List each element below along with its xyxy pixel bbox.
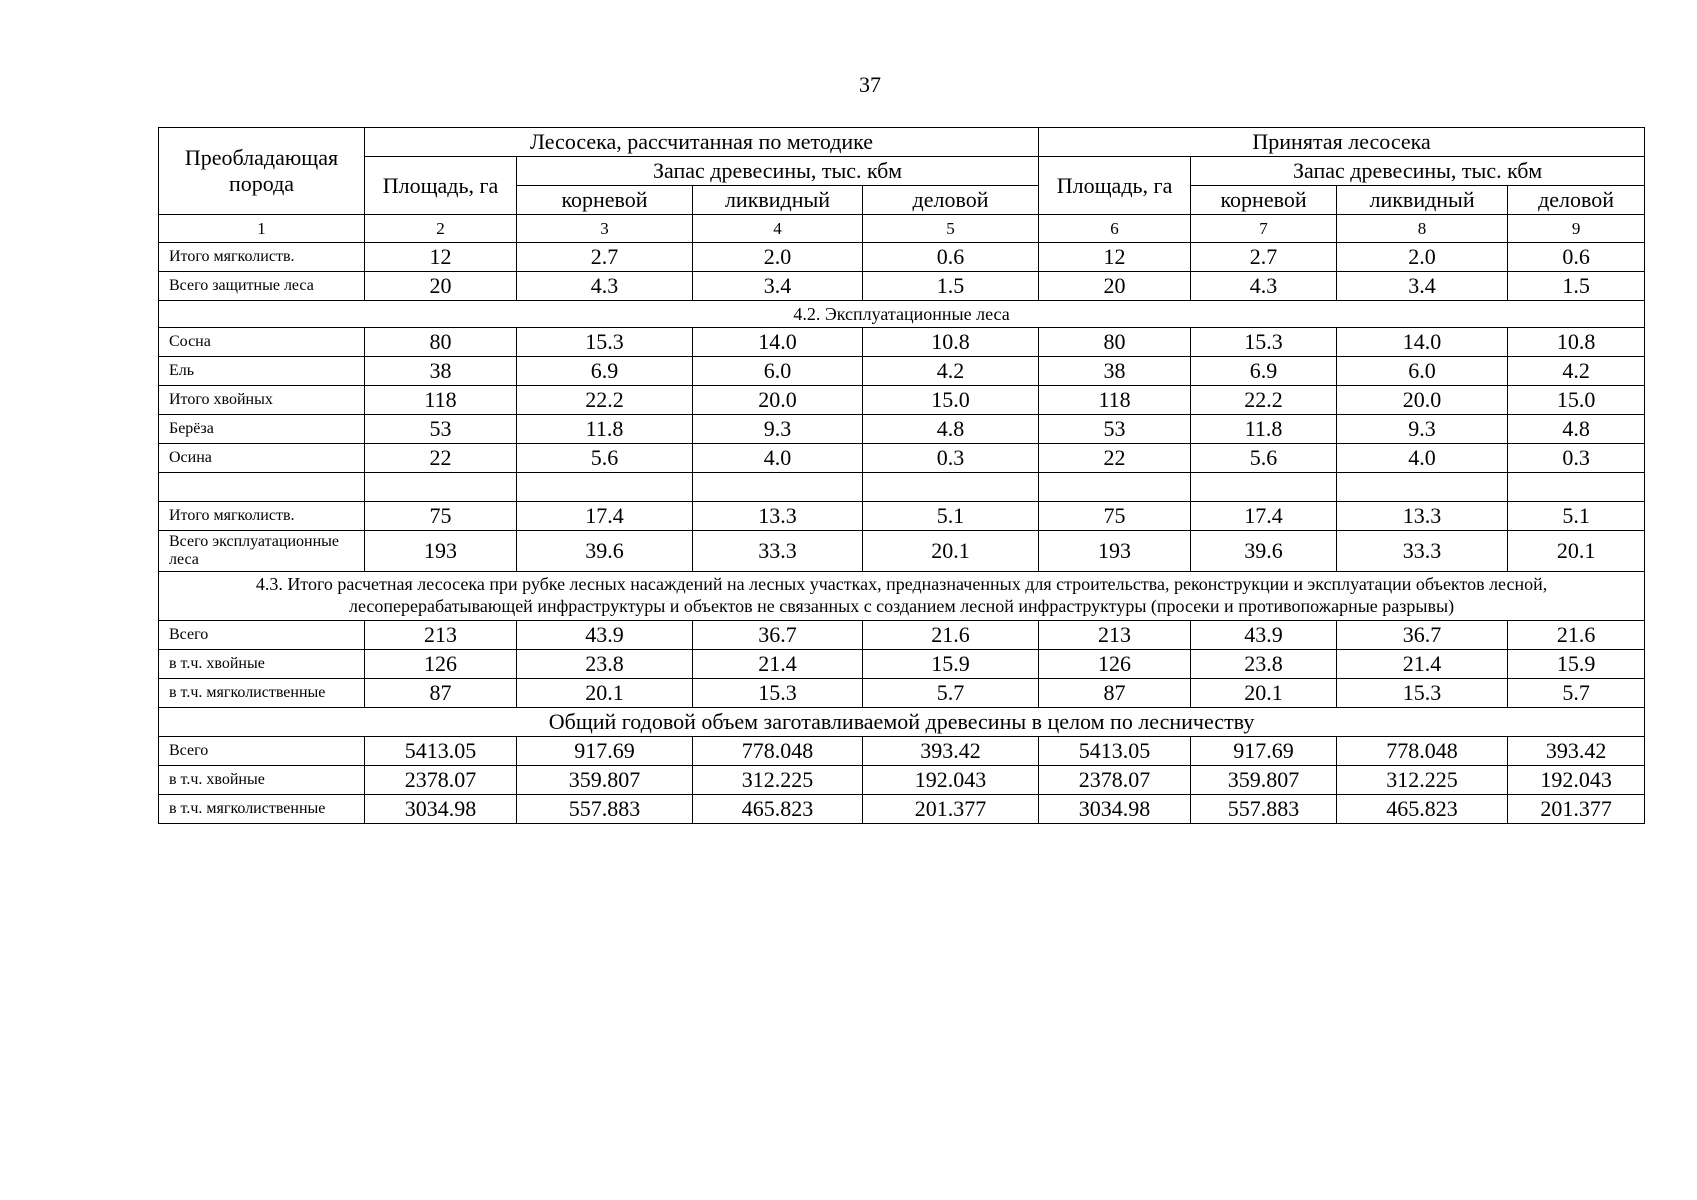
table-cell: 11.8 — [517, 415, 693, 444]
table-cell: 126 — [1039, 650, 1191, 679]
table-cell: 193 — [365, 531, 517, 572]
column-number: 5 — [863, 215, 1039, 243]
table-cell: 21.6 — [1508, 621, 1645, 650]
table-cell: 33.3 — [693, 531, 863, 572]
row-label: в т.ч. хвойные — [159, 766, 365, 795]
header-accepted-business: деловой — [1508, 186, 1645, 215]
table-cell: 23.8 — [517, 650, 693, 679]
table-cell: 778.048 — [1337, 737, 1508, 766]
column-number-row — [159, 215, 1645, 243]
table-row — [159, 795, 1645, 824]
table-cell: 33.3 — [1337, 531, 1508, 572]
section-row — [159, 301, 1645, 328]
table-cell: 15.9 — [863, 650, 1039, 679]
empty-cell — [1508, 473, 1645, 502]
table-cell: 3.4 — [1337, 272, 1508, 301]
table-cell: 13.3 — [693, 502, 863, 531]
table-cell: 465.823 — [1337, 795, 1508, 824]
table-cell: 6.0 — [1337, 357, 1508, 386]
header-accepted-group: Принятая лесосека — [1039, 128, 1645, 157]
table-cell: 4.8 — [863, 415, 1039, 444]
table-cell: 5.6 — [517, 444, 693, 473]
table-cell: 359.807 — [517, 766, 693, 795]
table-cell: 20.1 — [863, 531, 1039, 572]
table-cell: 3034.98 — [1039, 795, 1191, 824]
table-cell: 20.0 — [1337, 386, 1508, 415]
table-cell: 36.7 — [693, 621, 863, 650]
table-cell: 23.8 — [1191, 650, 1337, 679]
table-cell: 43.9 — [1191, 621, 1337, 650]
table-cell: 17.4 — [517, 502, 693, 531]
table-cell: 118 — [365, 386, 517, 415]
header-calc-business: деловой — [863, 186, 1039, 215]
table-cell: 39.6 — [1191, 531, 1337, 572]
header-accepted-root: корневой — [1191, 186, 1337, 215]
header-calc-liquid: ликвидный — [693, 186, 863, 215]
table-cell: 2.0 — [693, 243, 863, 272]
table-row — [159, 357, 1645, 386]
table-cell: 312.225 — [1337, 766, 1508, 795]
header-accepted-liquid: ликвидный — [1337, 186, 1508, 215]
table-cell: 22.2 — [1191, 386, 1337, 415]
table-cell: 393.42 — [863, 737, 1039, 766]
section-title-infrastructure: 4.3. Итого расчетная лесосека при рубке лесных насаждений на лесных участках, предназначенных для строительства, реконструкции и эксплуатации объектов лесной, лесоперерабатывающей инфраструктуры и объектов не связанных с созданием лесной инфраструктуры (просеки и противопожарные разрывы) — [159, 572, 1645, 621]
table-cell: 39.6 — [517, 531, 693, 572]
row-label: Итого мягколиств. — [159, 502, 365, 531]
table-cell: 2378.07 — [1039, 766, 1191, 795]
table-cell: 2.0 — [1337, 243, 1508, 272]
row-label: Всего эксплуатационные леса — [159, 531, 365, 572]
column-number: 8 — [1337, 215, 1508, 243]
table-cell: 20 — [1039, 272, 1191, 301]
empty-cell — [1191, 473, 1337, 502]
table-cell: 9.3 — [693, 415, 863, 444]
table-cell: 0.6 — [863, 243, 1039, 272]
table-cell: 15.3 — [1191, 328, 1337, 357]
section-title-operational-forests: 4.2. Эксплуатационные леса — [159, 301, 1645, 328]
table-cell: 0.3 — [863, 444, 1039, 473]
row-label: Ель — [159, 357, 365, 386]
table-cell: 4.0 — [1337, 444, 1508, 473]
header-calc-area: Площадь, га — [365, 157, 517, 215]
row-label: Итого мягколиств. — [159, 243, 365, 272]
table-row — [159, 328, 1645, 357]
table-row — [159, 444, 1645, 473]
empty-cell — [863, 473, 1039, 502]
row-label: в т.ч. мягколиственные — [159, 795, 365, 824]
table-cell: 15.3 — [517, 328, 693, 357]
table-cell: 359.807 — [1191, 766, 1337, 795]
row-label: Всего защитные леса — [159, 272, 365, 301]
table-cell: 38 — [1039, 357, 1191, 386]
table-cell: 312.225 — [693, 766, 863, 795]
table-cell: 1.5 — [1508, 272, 1645, 301]
table-cell: 0.3 — [1508, 444, 1645, 473]
header-accepted-area: Площадь, га — [1039, 157, 1191, 215]
table-cell: 6.0 — [693, 357, 863, 386]
table-cell: 5.1 — [863, 502, 1039, 531]
page-number: 37 — [859, 72, 881, 97]
table-cell: 213 — [1039, 621, 1191, 650]
table-cell: 6.9 — [517, 357, 693, 386]
table-cell: 20.0 — [693, 386, 863, 415]
header-row-1 — [159, 128, 1645, 157]
table-cell: 53 — [1039, 415, 1191, 444]
row-label: в т.ч. мягколиственные — [159, 679, 365, 708]
section-row — [159, 572, 1645, 621]
table-cell: 192.043 — [863, 766, 1039, 795]
table-cell: 5.7 — [1508, 679, 1645, 708]
table-cell: 10.8 — [863, 328, 1039, 357]
table-row — [159, 679, 1645, 708]
table-cell: 118 — [1039, 386, 1191, 415]
table-cell: 201.377 — [863, 795, 1039, 824]
table-cell: 201.377 — [1508, 795, 1645, 824]
table-cell: 5.6 — [1191, 444, 1337, 473]
header-species: Преобладающая порода — [159, 128, 365, 215]
table-cell: 22 — [1039, 444, 1191, 473]
table-row — [159, 415, 1645, 444]
table-cell: 5413.05 — [1039, 737, 1191, 766]
table-cell: 465.823 — [693, 795, 863, 824]
table-cell: 3.4 — [693, 272, 863, 301]
table-cell: 80 — [1039, 328, 1191, 357]
table-cell: 1.5 — [863, 272, 1039, 301]
table-cell: 38 — [365, 357, 517, 386]
row-label: Сосна — [159, 328, 365, 357]
table-cell: 20 — [365, 272, 517, 301]
table-cell: 4.8 — [1508, 415, 1645, 444]
table-cell: 393.42 — [1508, 737, 1645, 766]
table-cell: 557.883 — [1191, 795, 1337, 824]
table-cell: 2378.07 — [365, 766, 517, 795]
empty-cell — [365, 473, 517, 502]
header-calc-root: корневой — [517, 186, 693, 215]
table-cell: 15.0 — [863, 386, 1039, 415]
table-cell: 11.8 — [1191, 415, 1337, 444]
column-number: 2 — [365, 215, 517, 243]
table-cell: 5413.05 — [365, 737, 517, 766]
table-cell: 13.3 — [1337, 502, 1508, 531]
table-row — [159, 766, 1645, 795]
table-cell: 4.3 — [1191, 272, 1337, 301]
section-title-total-volume: Общий годовой объем заготавливаемой древесины в целом по лесничеству — [159, 708, 1645, 737]
section-row — [159, 708, 1645, 737]
table-cell: 14.0 — [693, 328, 863, 357]
column-number: 4 — [693, 215, 863, 243]
table-cell: 15.9 — [1508, 650, 1645, 679]
row-label: Берёза — [159, 415, 365, 444]
table-row — [159, 386, 1645, 415]
header-row-2 — [159, 157, 1645, 186]
table-cell: 20.1 — [1508, 531, 1645, 572]
table-cell: 15.3 — [693, 679, 863, 708]
table-cell: 22 — [365, 444, 517, 473]
table-cell: 22.2 — [517, 386, 693, 415]
table-row — [159, 531, 1645, 572]
table-cell: 36.7 — [1337, 621, 1508, 650]
table-cell: 75 — [365, 502, 517, 531]
empty-cell — [1039, 473, 1191, 502]
table-cell: 10.8 — [1508, 328, 1645, 357]
table-cell: 4.3 — [517, 272, 693, 301]
row-label: Итого хвойных — [159, 386, 365, 415]
table-cell: 17.4 — [1191, 502, 1337, 531]
column-number: 9 — [1508, 215, 1645, 243]
table-cell: 3034.98 — [365, 795, 517, 824]
table-cell: 15.3 — [1337, 679, 1508, 708]
table-row — [159, 243, 1645, 272]
empty-cell — [159, 473, 365, 502]
column-number: 6 — [1039, 215, 1191, 243]
table-cell: 21.4 — [1337, 650, 1508, 679]
table-cell: 5.7 — [863, 679, 1039, 708]
column-number: 1 — [159, 215, 365, 243]
table-cell: 126 — [365, 650, 517, 679]
harvest-area-table — [158, 127, 1645, 824]
table-cell: 192.043 — [1508, 766, 1645, 795]
table-row — [159, 621, 1645, 650]
empty-cell — [1337, 473, 1508, 502]
row-label: Всего — [159, 621, 365, 650]
header-calc-stock: Запас древесины, тыс. кбм — [517, 157, 1039, 186]
row-label: в т.ч. хвойные — [159, 650, 365, 679]
table-cell: 4.2 — [863, 357, 1039, 386]
table-cell: 2.7 — [517, 243, 693, 272]
empty-cell — [693, 473, 863, 502]
table-cell: 12 — [1039, 243, 1191, 272]
table-cell: 9.3 — [1337, 415, 1508, 444]
empty-row — [159, 473, 1645, 502]
column-number: 3 — [517, 215, 693, 243]
table-cell: 20.1 — [1191, 679, 1337, 708]
table-cell: 917.69 — [517, 737, 693, 766]
table-cell: 75 — [1039, 502, 1191, 531]
table-cell: 4.2 — [1508, 357, 1645, 386]
header-calc-group: Лесосека, рассчитанная по методике — [365, 128, 1039, 157]
table-cell: 557.883 — [517, 795, 693, 824]
header-accepted-stock: Запас древесины, тыс. кбм — [1191, 157, 1645, 186]
table-cell: 20.1 — [517, 679, 693, 708]
table-cell: 917.69 — [1191, 737, 1337, 766]
table-cell: 15.0 — [1508, 386, 1645, 415]
table-cell: 213 — [365, 621, 517, 650]
table-cell: 193 — [1039, 531, 1191, 572]
table-cell: 2.7 — [1191, 243, 1337, 272]
row-label: Осина — [159, 444, 365, 473]
table-cell: 14.0 — [1337, 328, 1508, 357]
table-row — [159, 272, 1645, 301]
table-cell: 53 — [365, 415, 517, 444]
table-cell: 21.4 — [693, 650, 863, 679]
table-row — [159, 502, 1645, 531]
table-cell: 12 — [365, 243, 517, 272]
table-cell: 43.9 — [517, 621, 693, 650]
column-number: 7 — [1191, 215, 1337, 243]
table-row — [159, 737, 1645, 766]
table-cell: 4.0 — [693, 444, 863, 473]
table-cell: 5.1 — [1508, 502, 1645, 531]
table-cell: 21.6 — [863, 621, 1039, 650]
table-cell: 0.6 — [1508, 243, 1645, 272]
empty-cell — [517, 473, 693, 502]
table-cell: 778.048 — [693, 737, 863, 766]
row-label: Всего — [159, 737, 365, 766]
table-cell: 80 — [365, 328, 517, 357]
table-cell: 87 — [1039, 679, 1191, 708]
table-row — [159, 650, 1645, 679]
table-cell: 6.9 — [1191, 357, 1337, 386]
table-cell: 87 — [365, 679, 517, 708]
